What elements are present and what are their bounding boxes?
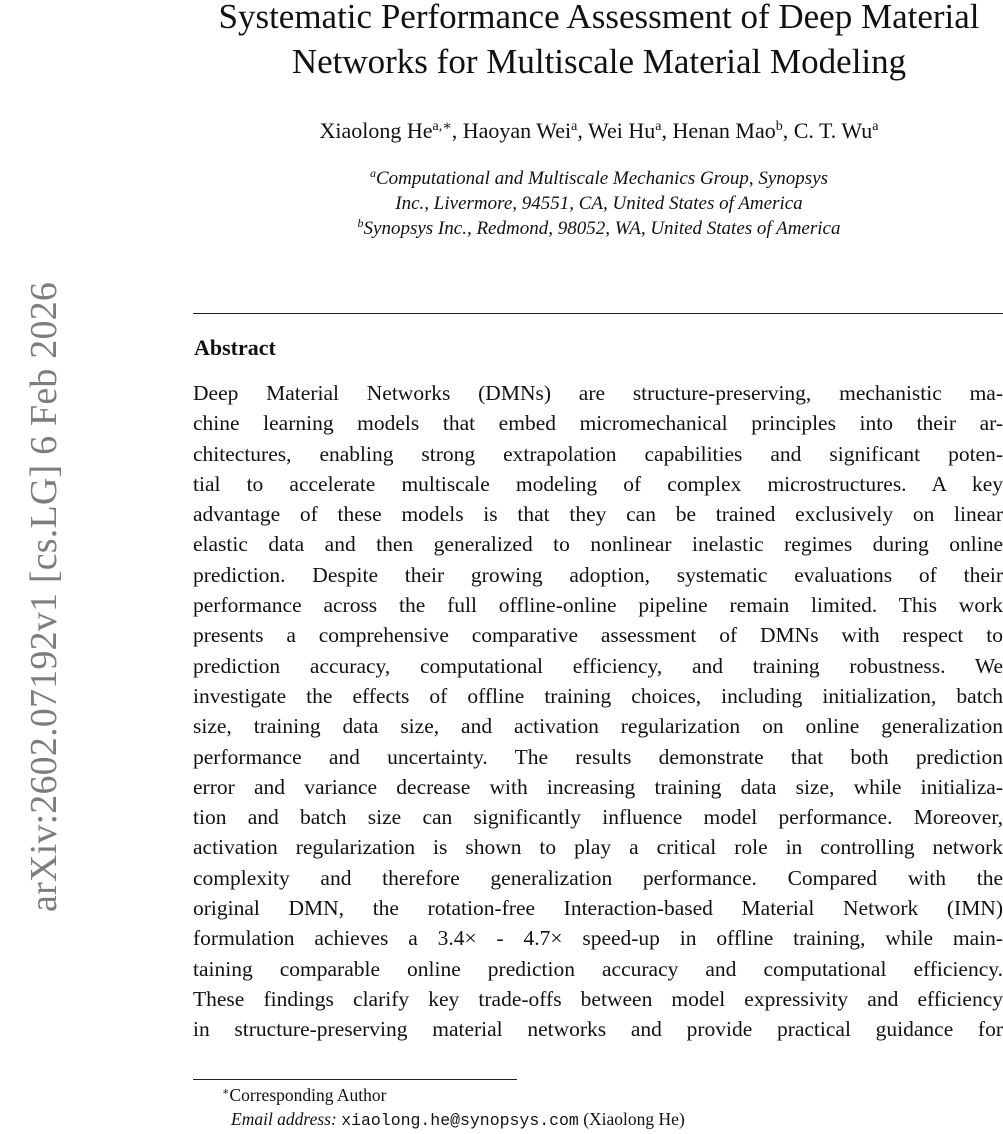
abstract-line: error and variance decrease with increasing training data size, while initializa- — [193, 774, 1003, 799]
abstract-line: size, training data size, and activation regularization on online generalization — [193, 714, 1003, 739]
abstract-line: taining comparable online prediction accuracy and computational efficiency. — [193, 956, 1003, 981]
abstract-line: Deep Material Networks (DMNs) are structure-preserving, mechanistic ma- — [193, 381, 1003, 405]
abstract-line: in structure-preserving material networks and provide practical guidance for — [193, 1017, 1003, 1042]
arxiv-identifier: arXiv:2602.07192v1 [cs.LG] 6 Feb 2026 — [23, 281, 65, 912]
corresponding-author-note — [222, 1083, 685, 1107]
affiliation-marker: b — [357, 216, 364, 230]
abstract-line: formulation achieves a 3.4× - 4.7× speed-up in offline training, while main- — [193, 926, 1003, 951]
abstract-line: tial to accelerate multiscale modeling of complex microstructures. A key — [193, 471, 1003, 496]
footnote — [222, 1083, 685, 1133]
abstract-line: presents a comprehensive comparative assessment of DMNs with respect to — [193, 623, 1003, 648]
author-separator: , — [661, 118, 673, 143]
abstract-line: chine learning models that embed micromechanical principles into their ar- — [193, 411, 1003, 436]
abstract-line: original DMN, the rotation-free Interaction-based Material Network (IMN) — [193, 896, 1003, 921]
author-separator: , — [782, 118, 794, 143]
abstract-line: advantage of these models is that they can be trained exclusively on linear — [193, 502, 1003, 527]
affiliation-marker: a — [369, 166, 376, 180]
abstract-line: complexity and therefore generalization performance. Compared with the — [193, 865, 1003, 890]
email-address[interactable]: xiaolong.he@synopsys.com — [341, 1111, 579, 1130]
affiliation-a-line-2: Inc., Livermore, 94551, CA, United States of America — [395, 193, 803, 214]
affiliation-b — [195, 216, 1003, 241]
affiliation-b-text: Synopsys Inc., Redmond, 98052, WA, United States of America — [363, 218, 841, 239]
author-list — [195, 117, 1003, 145]
corresponding-author-label: Corresponding Author — [229, 1085, 387, 1105]
author-affiliation-marker: a — [872, 119, 879, 134]
author-affiliation-marker: a — [655, 119, 662, 134]
abstract-line: tion and batch size can significantly influence model performance. Moreover, — [193, 805, 1003, 830]
abstract-top-rule — [193, 313, 1003, 314]
author-name: Henan Mao — [672, 118, 776, 143]
email-line — [231, 1107, 685, 1133]
abstract-line: performance across the full offline-online pipeline remain limited. This work — [193, 593, 1003, 618]
author-name: Haoyan Wei — [462, 118, 572, 143]
title-line-1: Systematic Performance Assessment of Deep Material — [218, 0, 980, 36]
paper-title — [195, 0, 1003, 84]
abstract-line: elastic data and then generalized to nonlinear inelastic regimes during online — [193, 532, 1003, 557]
email-owner: (Xiaolong He) — [583, 1109, 685, 1129]
abstract-line: prediction accuracy, computational efficiency, and training robustness. We — [193, 653, 1003, 678]
footnote-rule — [193, 1079, 517, 1080]
author-separator: , — [451, 118, 463, 143]
abstract-line: chitectures, enabling strong extrapolation capabilities and significant poten- — [193, 441, 1003, 466]
abstract-line: prediction. Despite their growing adoption, systematic evaluations of their — [193, 562, 1003, 587]
affiliations — [195, 166, 1003, 241]
author-name: Wei Hu — [587, 118, 656, 143]
author-separator: , — [577, 118, 588, 143]
affiliation-a — [195, 166, 1003, 191]
author-affiliation-marker: a — [571, 119, 578, 134]
author-affiliation-marker: a,∗ — [432, 119, 452, 134]
abstract-heading: Abstract — [194, 335, 276, 360]
abstract-body — [193, 378, 1003, 1045]
title-line-2: Networks for Multiscale Material Modeling — [291, 42, 907, 81]
footnote-marker: ∗ — [222, 1086, 230, 1098]
email-label: Email address: — [231, 1109, 337, 1129]
arxiv-side-stamp — [0, 0, 65, 1134]
author-name: Xiaolong He — [319, 118, 433, 143]
abstract-line: These findings clarify key trade-offs between model expressivity and efficiency — [193, 986, 1003, 1011]
affiliation-a-line-1: Computational and Multiscale Mechanics Group, Synopsys — [375, 168, 829, 189]
abstract-line: performance and uncertainty. The results demonstrate that both prediction — [193, 744, 1003, 769]
author-name: C. T. Wu — [793, 118, 873, 143]
abstract-line: investigate the effects of offline training choices, including initialization, batch — [193, 683, 1003, 708]
abstract-line: activation regularization is shown to play a critical role in controlling network — [193, 835, 1003, 860]
author-affiliation-marker: b — [775, 119, 783, 134]
